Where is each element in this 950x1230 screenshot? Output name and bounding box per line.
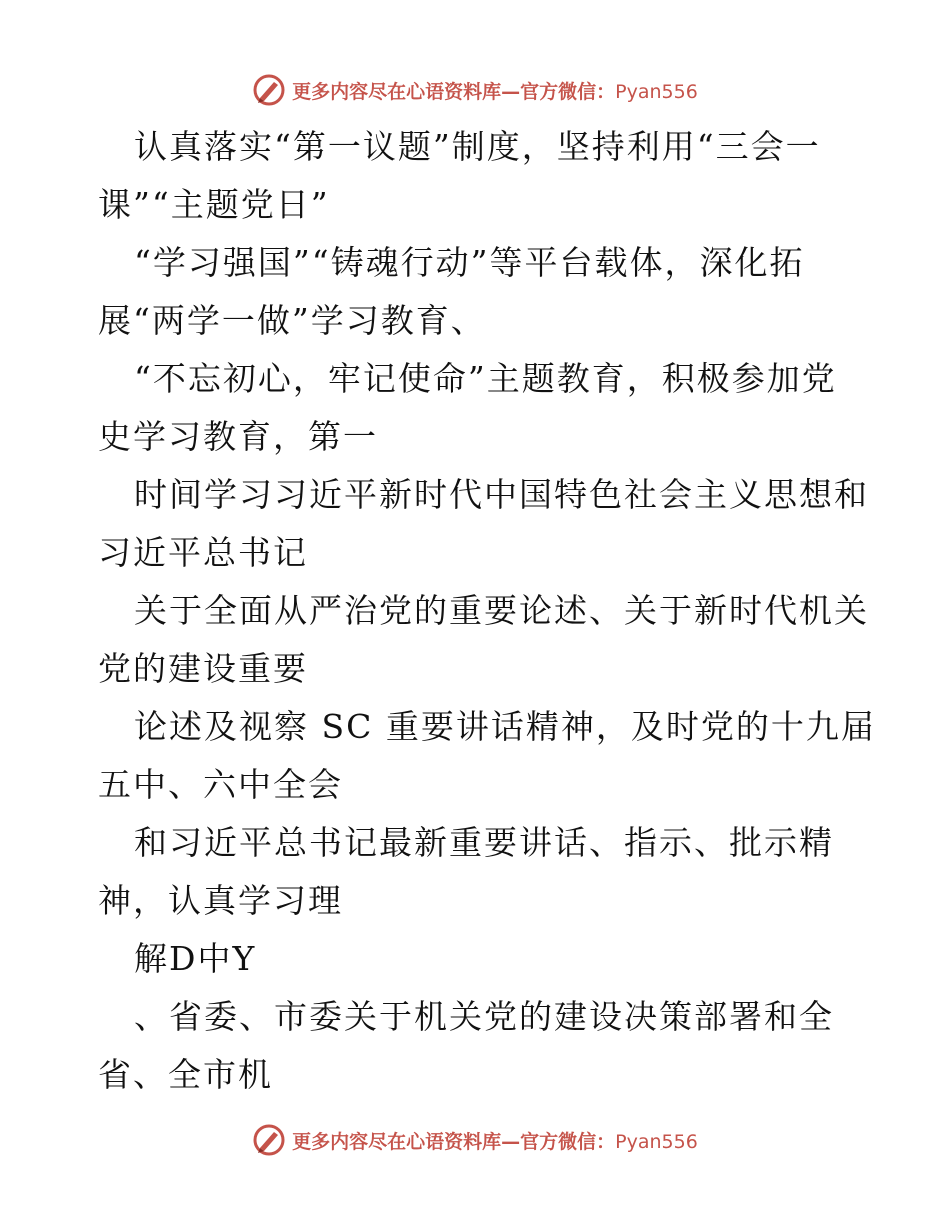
pen-circle-logo-icon bbox=[252, 73, 286, 107]
body-line: 关于全面从严治党的重要论述、关于新时代机关 bbox=[134, 591, 869, 630]
footer-banner-text bbox=[292, 1127, 698, 1154]
footer-banner-cn: 更多内容尽在心语资料库—官方微信： bbox=[292, 1130, 616, 1153]
document-body bbox=[98, 118, 876, 1104]
body-line: “不忘初心，牢记使命”主题教育，积极参加党 bbox=[134, 359, 837, 398]
footer-banner bbox=[0, 1120, 950, 1160]
body-line: 和习近平总书记最新重要讲话、指示、批示精 bbox=[134, 823, 834, 862]
footer-banner-wechat-id: Pyan556 bbox=[615, 1130, 698, 1153]
body-line: 、省委、市委关于机关党的建设决策部署和全 bbox=[134, 997, 834, 1036]
header-banner-text bbox=[292, 77, 698, 104]
body-line: 认真落实“第一议题”制度，坚持利用“三会一 bbox=[134, 127, 821, 166]
header-banner bbox=[0, 70, 950, 110]
body-line: 省、全市机 bbox=[98, 1055, 273, 1094]
body-line: 五中、六中全会 bbox=[98, 765, 343, 804]
body-line: 论述及视察 SC 重要讲话精神，及时党的十九届 bbox=[134, 707, 876, 746]
pen-circle-logo-icon bbox=[252, 1123, 286, 1157]
body-line: “学习强国”“铸魂行动”等平台载体，深化拓 bbox=[134, 243, 805, 282]
body-line: 课”“主题党日” bbox=[98, 185, 330, 224]
header-banner-cn: 更多内容尽在心语资料库—官方微信： bbox=[292, 80, 616, 103]
body-line: 解D中Y bbox=[134, 939, 257, 978]
body-line: 党的建设重要 bbox=[98, 649, 308, 688]
body-line: 史学习教育，第一 bbox=[98, 417, 378, 456]
body-line: 习近平总书记 bbox=[98, 533, 308, 572]
body-line: 神，认真学习理 bbox=[98, 881, 343, 920]
header-banner-wechat-id: Pyan556 bbox=[615, 80, 698, 103]
body-line: 展“两学一做”学习教育、 bbox=[98, 301, 486, 340]
body-line: 时间学习习近平新时代中国特色社会主义思想和 bbox=[134, 475, 869, 514]
